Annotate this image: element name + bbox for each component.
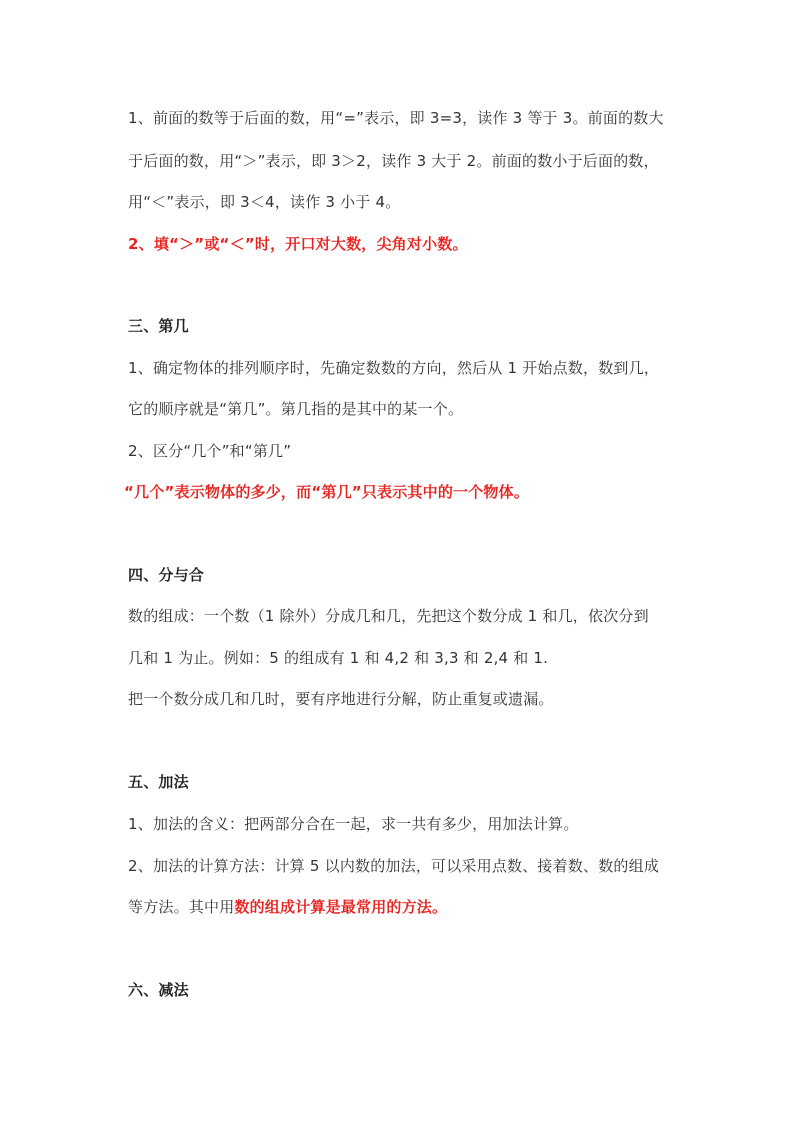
compare-paragraph-1-line-2: 于后面的数，用“＞”表示，即 3＞2，读作 3 大于 2。前面的数小于后面的数，	[128, 152, 659, 170]
section-heading-addition: 五、加法	[128, 773, 189, 791]
compose-paragraph-1-line-2: 几和 1 为止。例如：5 的组成有 1 和 4,2 和 3,3 和 2,4 和 1.	[128, 649, 549, 667]
section-heading-ordinal: 三、第几	[128, 317, 189, 335]
addition-paragraph-1: 1、加法的含义：把两部分合在一起，求一共有多少，用加法计算。	[128, 815, 579, 833]
addition-method-emphasis: 数的组成计算是最常用的方法。	[234, 898, 448, 916]
ordinal-paragraph-2: 2、区分“几个”和“第几”	[128, 442, 292, 460]
compare-paragraph-1-line-1: 1、前面的数等于后面的数，用“=”表示，即 3=3，读作 3 等于 3。前面的数大	[128, 109, 664, 127]
compare-paragraph-1-line-3: 用“＜”表示，即 3＜4，读作 3 小于 4。	[128, 193, 401, 211]
addition-paragraph-2-line-2	[128, 897, 447, 917]
ordinal-paragraph-1-line-2: 它的顺序就是“第几”。第几指的是其中的某一个。	[128, 400, 464, 418]
ordinal-paragraph-1-line-1: 1、确定物体的排列顺序时，先确定数数的方向，然后从 1 开始点数，数到几，	[128, 359, 660, 377]
compare-rule-emphasis: 2、填“＞”或“＜”时，开口对大数，尖角对小数。	[128, 235, 468, 253]
ordinal-emphasis: “几个”表示物体的多少，而“第几”只表示其中的一个物体。	[124, 483, 530, 501]
compose-paragraph-2: 把一个数分成几和几时，要有序地进行分解，防止重复或遗漏。	[128, 690, 554, 708]
addition-paragraph-2-line-1: 2、加法的计算方法：计算 5 以内数的加法，可以采用点数、接着数、数的组成	[128, 857, 660, 875]
addition-paragraph-2-plain: 等方法。其中用	[128, 898, 235, 916]
compose-paragraph-1-line-1: 数的组成：一个数（1 除外）分成几和几，先把这个数分成 1 和几，依次分到	[128, 607, 649, 625]
section-heading-compose: 四、分与合	[128, 566, 205, 584]
section-heading-subtraction: 六、减法	[128, 981, 189, 999]
